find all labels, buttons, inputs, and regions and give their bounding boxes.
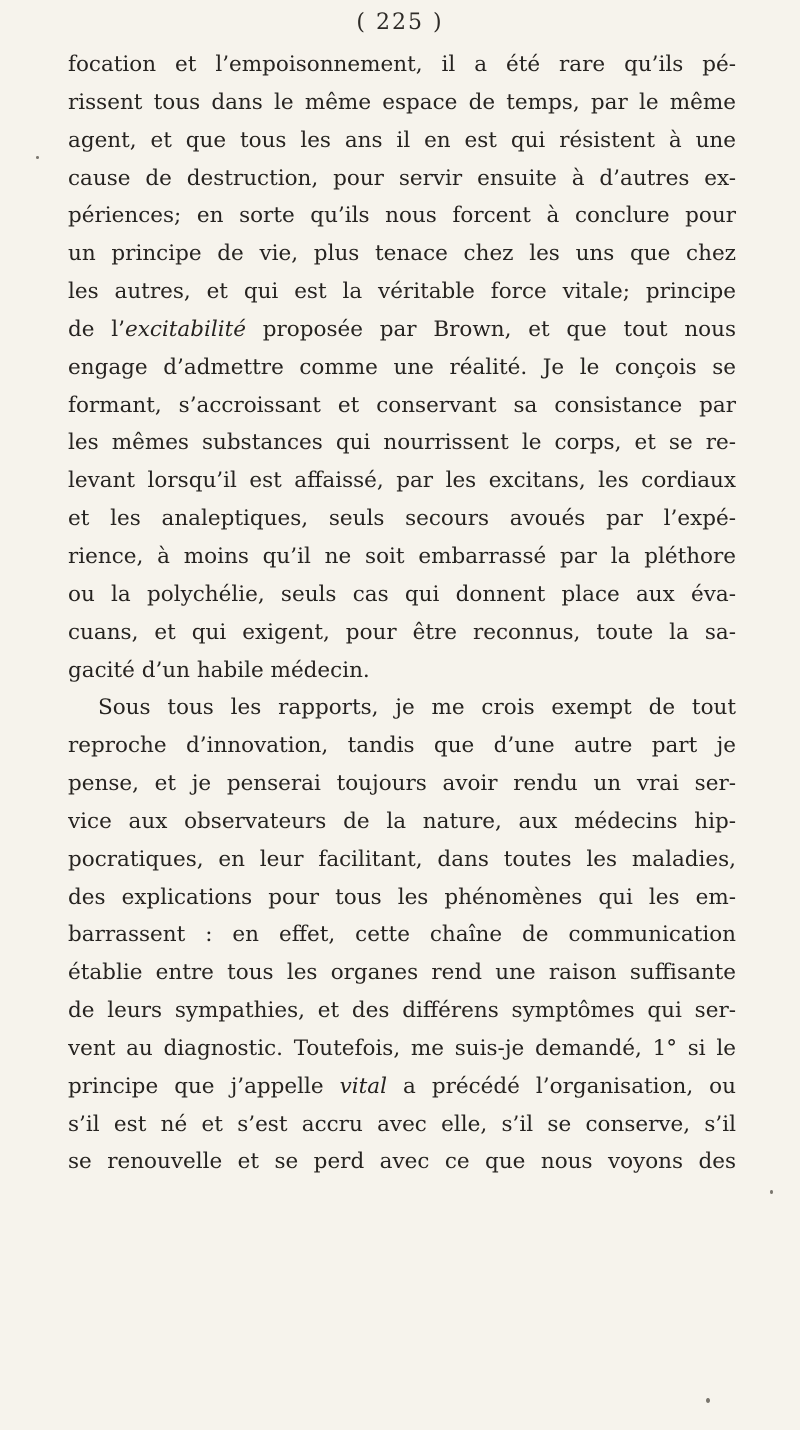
text-line: pense, et je penserai toujours avoir rendu un vrai ser- [68, 771, 736, 797]
text-line: un principe de vie, plus tenace chez les uns que chez [68, 241, 736, 267]
text-line: des explications pour tous les phénomènes qui les em- [68, 884, 736, 910]
paper-speck [770, 1190, 773, 1194]
text-line: les autres, et qui est la véritable force vitale; principe [68, 279, 736, 305]
paper-speck [36, 156, 39, 159]
text-line: cause de destruction, pour servir ensuite à d’autres ex- [68, 165, 736, 191]
text-line: s’il est né et s’est accru avec elle, s’il se conserve, s’il [68, 1111, 736, 1137]
text-line: cuans, et qui exigent, pour être reconnus, toute la sa- [68, 619, 736, 645]
italic-term: excitabilité [124, 316, 246, 342]
text-line: reproche d’innovation, tandis que d’une autre part je [68, 733, 736, 759]
paragraph-start-line: Sous tous les rapports, je me crois exempt de tout [98, 695, 736, 721]
body-text [68, 46, 736, 1181]
text-line: levant lorsqu’il est affaissé, par les excitans, les cordiaux [68, 468, 736, 494]
text-line: pocratiques, en leur facilitant, dans toutes les maladies, [68, 846, 736, 872]
text-line: focation et l’empoisonnement, il a été rare qu’ils pé- [68, 52, 736, 77]
text-line: et les analeptiques, seuls secours avoués par l’expé- [68, 506, 736, 532]
text-line: principe que j’appelle vital a précédé l’organisation, ou [68, 1073, 736, 1099]
text-line: ou la polychélie, seuls cas qui donnent place aux éva- [68, 581, 736, 607]
paragraph-end-line: gacité d’un habile médecin. [68, 657, 370, 683]
text-line: de l’excitabilité proposée par Brown, et que tout nous [68, 316, 736, 342]
text-line: engage d’admettre comme une réalité. Je le conçois se [68, 354, 736, 380]
text-line: barrassent : en effet, cette chaîne de communication [68, 922, 736, 948]
text-line: vice aux observateurs de la nature, aux médecins hip- [68, 808, 736, 834]
paper-speck [706, 1398, 710, 1403]
text-line: périences; en sorte qu’ils nous forcent à conclure pour [68, 203, 736, 229]
text-line: de leurs sympathies, et des différens symptômes qui ser- [68, 998, 736, 1024]
italic-term: vital [339, 1073, 387, 1099]
text-line: formant, s’accroissant et conservant sa consistance par [68, 392, 736, 418]
text-line: se renouvelle et se perd avec ce que nous voyons des [68, 1149, 736, 1175]
text-line: les mêmes substances qui nourrissent le corps, et se re- [68, 430, 736, 456]
text-line: rience, à moins qu’il ne soit embarrassé par la pléthore [68, 543, 736, 569]
text-line: agent, et que tous les ans il en est qui résistent à une [68, 127, 736, 153]
page-number: ( 225 ) [356, 10, 444, 35]
text-line: rissent tous dans le même espace de temps, par le même [68, 89, 736, 115]
text-line: établie entre tous les organes rend une raison suffisante [68, 960, 736, 986]
text-line: vent au diagnostic. Toutefois, me suis-je demandé, 1° si le [68, 1035, 736, 1061]
